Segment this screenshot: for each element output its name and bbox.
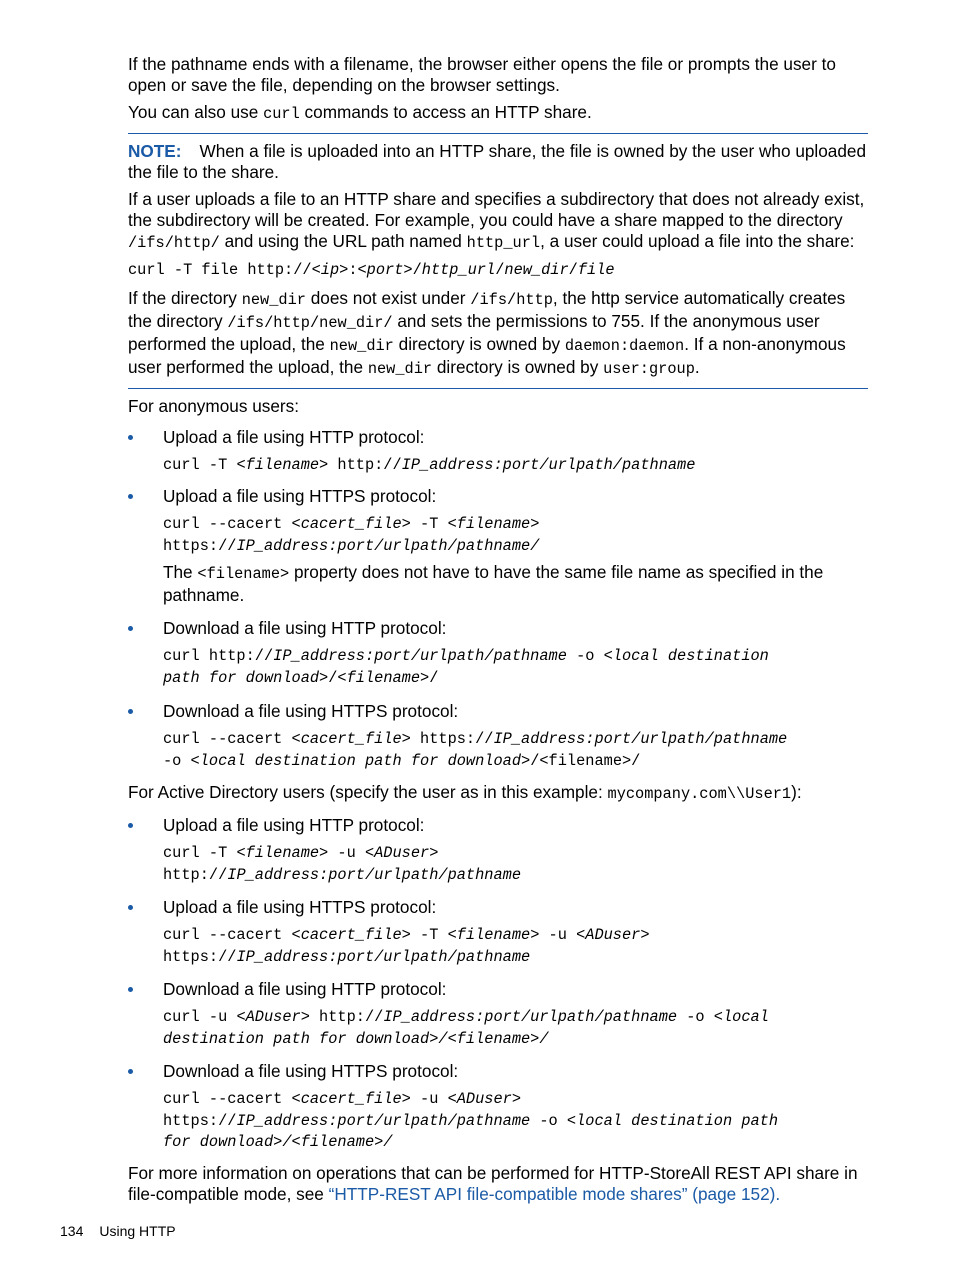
intro-paragraph: If the pathname ends with a filename, the browser either opens the file or prompts the user to open or save the file, depending on the browser settings. <box>128 54 836 95</box>
bullet-icon <box>128 494 133 499</box>
code-placeholder: destination path for download>/<filename>/ <box>163 1029 549 1048</box>
note-bottom-rule <box>128 388 868 389</box>
inline-code: user:group <box>603 359 695 378</box>
code-text: curl --cacert <box>163 730 292 748</box>
code-text: curl -T <box>163 844 237 862</box>
note-subdirectory-paragraph <box>128 189 868 254</box>
intro-curl-paragraph <box>128 102 868 125</box>
inline-code: http_url <box>466 234 541 252</box>
code-block <box>163 729 868 772</box>
code-text: curl http:// <box>163 647 274 665</box>
code-block <box>163 514 868 557</box>
inline-code: curl <box>263 105 300 123</box>
text: , the http service automatically creates the directory <box>128 287 846 331</box>
code-block <box>163 646 868 689</box>
code-placeholder: IP_address:port/urlpath/pathname <box>273 647 567 665</box>
cross-reference-link[interactable]: “HTTP-REST API file-compatible mode shares” (page 152) <box>328 1183 776 1204</box>
text: and sets the permissions to 755. If the anonymous user performed the upload, the <box>128 310 820 354</box>
bullet-icon <box>128 709 133 714</box>
text: directory is owned by <box>432 356 604 377</box>
list-item-label: Download a file using HTTP protocol: <box>163 979 447 999</box>
code-text: curl --cacert <box>163 515 292 533</box>
code-text: -o <box>530 1111 567 1130</box>
code-text: http:// <box>309 1008 384 1026</box>
text: and using the URL path named <box>219 231 467 251</box>
list-item <box>128 1061 868 1154</box>
list-item <box>128 979 868 1050</box>
list-item-label: Upload a file using HTTP protocol: <box>163 426 425 447</box>
page-number: 134 <box>60 1223 84 1239</box>
inline-code: <filename> <box>197 565 290 583</box>
text: The <box>163 562 198 582</box>
text: . <box>775 1183 781 1204</box>
bullet-icon <box>128 435 133 440</box>
bullet-icon <box>128 1069 133 1074</box>
list-item <box>128 815 868 886</box>
code-text: curl -u <box>163 1008 237 1026</box>
code-block <box>163 1089 868 1154</box>
note-permissions-paragraph <box>128 288 868 380</box>
inline-code: new_dir <box>367 359 433 378</box>
page-content <box>128 54 868 1205</box>
text: If a user uploads a file to an HTTP share and specifies a subdirectory that does not already exist, the subdirectory will be created. For example, you could have a share mapped to the directory <box>128 189 865 230</box>
code-text: / <box>412 261 422 279</box>
code-placeholder: IP_address:port/urlpath/pathname <box>383 1008 678 1026</box>
text: directory is owned by <box>393 333 565 354</box>
text: does not exist under <box>305 287 471 308</box>
code-placeholder: <cacert_file> <box>291 1090 411 1108</box>
code-text: -o <box>566 647 604 665</box>
anonymous-heading: For anonymous users: <box>128 395 299 416</box>
note-top-rule <box>128 133 868 134</box>
active-directory-list <box>128 815 868 1154</box>
code-block <box>163 1007 868 1050</box>
anonymous-list <box>128 427 868 773</box>
code-placeholder: <filename> <box>447 515 540 533</box>
list-item <box>128 618 868 689</box>
code-placeholder: <filename> <box>236 455 329 474</box>
code-text: -o <box>163 751 191 770</box>
code-text: / <box>568 261 578 279</box>
text: . <box>694 356 700 377</box>
list-item-label: Upload a file using HTTP protocol: <box>163 815 425 835</box>
code-placeholder: IP_address:port/urlpath/pathname <box>227 865 522 884</box>
note-paragraph <box>128 141 868 183</box>
code-text: https:// <box>163 1111 237 1130</box>
code-placeholder: <filename> <box>447 926 540 944</box>
code-text: /<filename>/ <box>530 751 641 770</box>
inline-code: new_dir <box>329 336 394 355</box>
active-directory-heading <box>128 782 868 805</box>
list-item-label: Download a file using HTTPS protocol: <box>163 1061 459 1081</box>
code-placeholder: <ip> <box>311 261 349 279</box>
text: For Active Directory users (specify the user as in this example: <box>128 782 608 802</box>
code-text: http:// <box>328 455 402 474</box>
closing-paragraph <box>128 1163 868 1205</box>
text: property does not have to have the same file name as specified in the pathname. <box>163 562 824 605</box>
text: ): <box>791 782 802 802</box>
code-block <box>163 925 868 968</box>
inline-code: /ifs/http <box>470 290 553 309</box>
code-text: / <box>328 668 338 687</box>
bullet-icon <box>128 626 133 631</box>
note-label: NOTE: <box>128 141 182 161</box>
code-placeholder: <filename> <box>236 844 329 862</box>
code-placeholder: IP_address:port/urlpath/pathname <box>401 455 696 474</box>
code-placeholder: <ADuser> <box>364 844 439 862</box>
code-text: -u <box>539 926 577 944</box>
code-placeholder: path for download> <box>163 668 329 687</box>
code-placeholder: file <box>577 261 615 279</box>
note-text: When a file is uploaded into an HTTP share, the file is owned by the user who uploaded the file to the share. <box>128 141 867 182</box>
code-text: -o <box>677 1008 714 1026</box>
code-placeholder: <filename> <box>337 668 430 687</box>
inline-code: new_dir <box>241 290 306 309</box>
code-text: / <box>495 261 505 279</box>
code-placeholder: <local <box>713 1008 769 1026</box>
text: commands to access an HTTP share. <box>299 102 592 122</box>
code-text: -T <box>410 515 448 533</box>
text: You can also use <box>128 102 264 122</box>
text: , a user could upload a file into the share: <box>540 231 855 251</box>
code-text: curl --cacert <box>163 1090 292 1108</box>
bullet-icon <box>128 823 133 828</box>
page-footer <box>60 1223 176 1239</box>
list-item <box>128 427 868 477</box>
code-placeholder: <local destination <box>603 647 769 665</box>
code-text: -u <box>328 844 365 862</box>
list-item <box>128 897 868 968</box>
list-item-label: Download a file using HTTPS protocol: <box>163 701 459 721</box>
code-placeholder: <local destination path <box>566 1111 779 1130</box>
code-placeholder: <cacert_file> <box>291 730 411 748</box>
code-text: curl -T file http:// <box>128 261 312 279</box>
inline-code: /ifs/http/new_dir/ <box>227 313 393 332</box>
inline-code: mycompany.com\\User1 <box>607 785 792 803</box>
code-placeholder: <ADuser> <box>576 926 650 944</box>
code-text: http:// <box>163 865 228 884</box>
list-item-label: Download a file using HTTP protocol: <box>163 618 447 638</box>
code-placeholder: http_url <box>421 261 496 279</box>
text: . If a non-anonymous user performed the upload, the <box>128 333 846 377</box>
code-text: -u <box>410 1090 448 1108</box>
code-placeholder: <ADuser> <box>447 1090 522 1108</box>
code-text: curl --cacert <box>163 926 292 944</box>
code-placeholder: <cacert_file> <box>291 926 411 944</box>
code-placeholder: IP_address:port/urlpath/pathname <box>236 1111 531 1130</box>
code-text: curl -T <box>163 455 237 474</box>
code-placeholder: IP_address:port/urlpath/pathname/ <box>236 536 540 555</box>
code-placeholder: for download>/<filename>/ <box>163 1133 393 1151</box>
filename-note <box>163 562 868 606</box>
code-block <box>163 455 868 477</box>
text: For more information on operations that can be performed for HTTP-StoreAll REST API share in file-compatible mode, see <box>128 1162 858 1204</box>
code-text: https:// <box>163 947 237 966</box>
code-text: https:// <box>410 730 494 748</box>
list-item <box>128 486 868 606</box>
code-block <box>163 843 868 886</box>
inline-code: daemon:daemon <box>564 336 685 355</box>
list-item-label: Upload a file using HTTPS protocol: <box>163 486 437 506</box>
bullet-icon <box>128 987 133 992</box>
list-item-label: Upload a file using HTTPS protocol: <box>163 897 437 917</box>
code-text: https:// <box>163 536 237 555</box>
code-placeholder: IP_address:port/urlpath/pathname <box>236 947 531 966</box>
code-text: -T <box>410 926 448 944</box>
section-title: Using HTTP <box>99 1223 176 1239</box>
bullet-icon <box>128 905 133 910</box>
code-placeholder: <ADuser> <box>236 1008 310 1026</box>
code-placeholder: <local destination path for download> <box>190 751 531 770</box>
code-text: : <box>348 261 358 279</box>
inline-code: /ifs/http/ <box>128 234 220 252</box>
note-box <box>128 141 868 380</box>
code-block <box>128 260 868 282</box>
code-placeholder: IP_address:port/urlpath/pathname <box>493 730 788 748</box>
code-placeholder: <cacert_file> <box>291 515 411 533</box>
code-placeholder: <port> <box>357 261 413 279</box>
code-text: / <box>429 668 439 687</box>
list-item <box>128 701 868 772</box>
code-placeholder: new_dir <box>504 261 569 279</box>
text: If the directory <box>128 287 242 308</box>
